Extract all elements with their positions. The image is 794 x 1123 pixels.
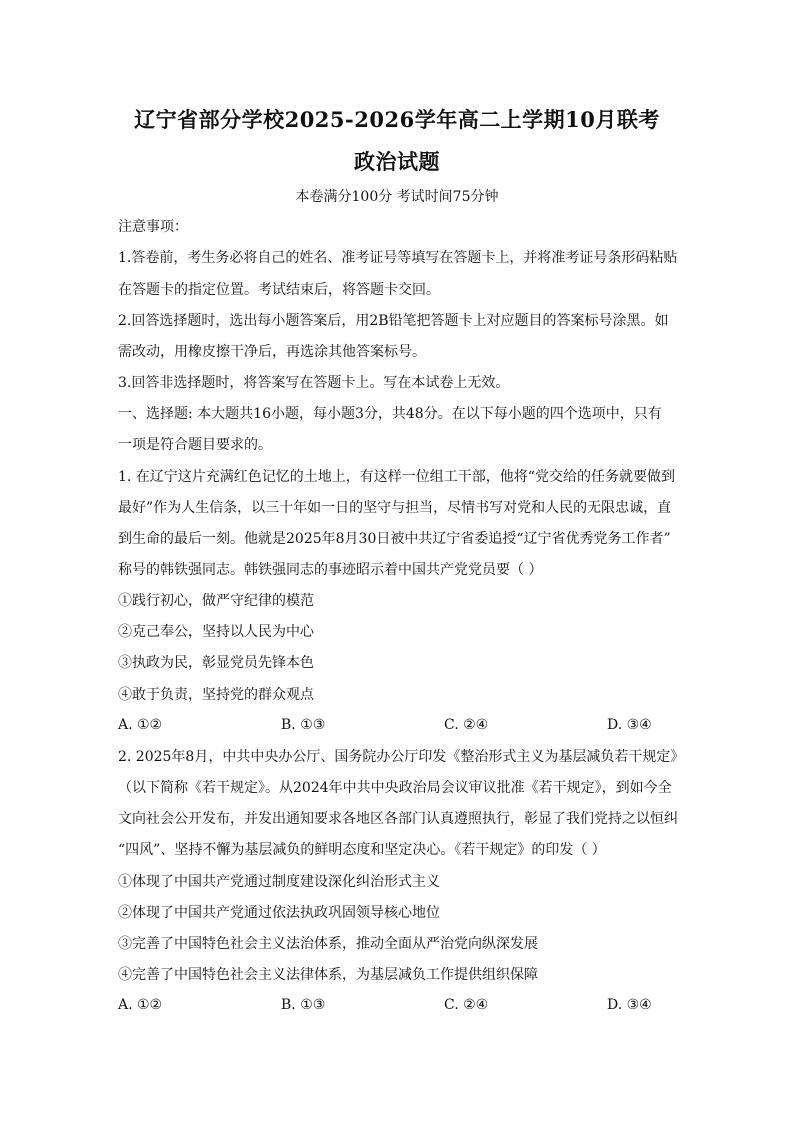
note-line: 1.答卷前，考生务必将自己的姓名、准考证号等填写在答题卡上，并将准考证号条形码粘贴 — [118, 250, 678, 266]
question-1-stem: 1. 在辽宁这片充满红色记忆的土地上，有这样一位组工干部，他将“党交给的任务就要做到 — [118, 469, 675, 485]
note-line: 3.回答非选择题时，将答案写在答题卡上。写在本试卷上无效。 — [118, 375, 510, 391]
option-d: D. ③④ — [607, 997, 652, 1013]
question-1-statement: ④敢于负责，坚持党的群众观点 — [118, 687, 314, 703]
question-2-statement: ④完善了中国特色社会主义法律体系，为基层减负工作提供组织保障 — [118, 967, 538, 983]
option-b: B. ①③ — [281, 997, 326, 1013]
question-1-stem: 到生命的最后一刻。他就是2025年8月30日被中共辽宁省委追授“辽宁省优秀党务工作者” — [118, 531, 671, 547]
question-2-stem: 文向社会公开发布，并发出通知要求各地区各部门认真遵照执行，彰显了我们党持之以恒纠 — [118, 811, 678, 827]
question-2-stem: 2. 2025年8月，中共中央办公厅、国务院办公厅印发《整治形式主义为基层减负若干规定》 — [118, 749, 685, 765]
question-2-options — [118, 997, 688, 1015]
question-2-statement: ②体现了中国共产党通过依法执政巩固领导核心地位 — [118, 905, 440, 921]
option-a: A. ①② — [118, 997, 163, 1013]
question-1-statement: ②克己奉公，坚持以人民为中心 — [118, 624, 314, 640]
note-line: 需改动，用橡皮擦干净后，再选涂其他答案标号。 — [118, 344, 426, 360]
section-heading: 一、选择题: 本大题共16小题，每小题3分，共48分。在以下每小题的四个选项中，只有 — [118, 406, 662, 422]
question-1-statement: ③执政为民，彰显党员先锋本色 — [118, 655, 314, 671]
exam-title: 辽宁省部分学校2025-2026学年高二上学期10月联考 — [134, 107, 660, 132]
option-d: D. ③④ — [607, 717, 652, 733]
option-c: C. ②④ — [444, 717, 489, 733]
option-c: C. ②④ — [444, 997, 489, 1013]
question-1-stem: 最好”作为人生信条，以三十年如一日的坚守与担当，尽情书写对党和人民的无限忠诚，直 — [118, 500, 672, 516]
question-1-options — [118, 717, 688, 735]
exam-info: 本卷满分100分 考试时间75分钟 — [295, 189, 499, 205]
section-heading: 一项是符合题目要求的。 — [118, 437, 272, 453]
option-a: A. ①② — [118, 717, 163, 733]
exam-subject: 政治试题 — [354, 149, 440, 174]
question-1-stem: 称号的韩铁强同志。韩铁强同志的事迹昭示着中国共产党党员要（ ） — [118, 562, 543, 578]
question-2-stem: “四风”、坚持不懈为基层减负的鲜明态度和坚定决心。《若干规定》的印发（ ） — [118, 842, 606, 858]
question-2-stem: （以下简称《若干规定》。从2024年中共中央政治局会议审议批准《若干规定》，到如今全 — [118, 780, 672, 796]
notes-heading: 注意事项： — [118, 219, 188, 235]
question-2-statement: ①体现了中国共产党通过制度建设深化纠治形式主义 — [118, 874, 440, 890]
option-b: B. ①③ — [281, 717, 326, 733]
note-line: 2.回答选择题时，选出每小题答案后，用2B铅笔把答题卡上对应题目的答案标号涂黑。如 — [118, 313, 669, 329]
question-2-statement: ③完善了中国特色社会主义法治体系，推动全面从严治党向纵深发展 — [118, 936, 538, 952]
note-line: 在答题卡的指定位置。考试结束后，将答题卡交回。 — [118, 282, 440, 298]
question-1-statement: ①践行初心，做严守纪律的模范 — [118, 593, 314, 609]
